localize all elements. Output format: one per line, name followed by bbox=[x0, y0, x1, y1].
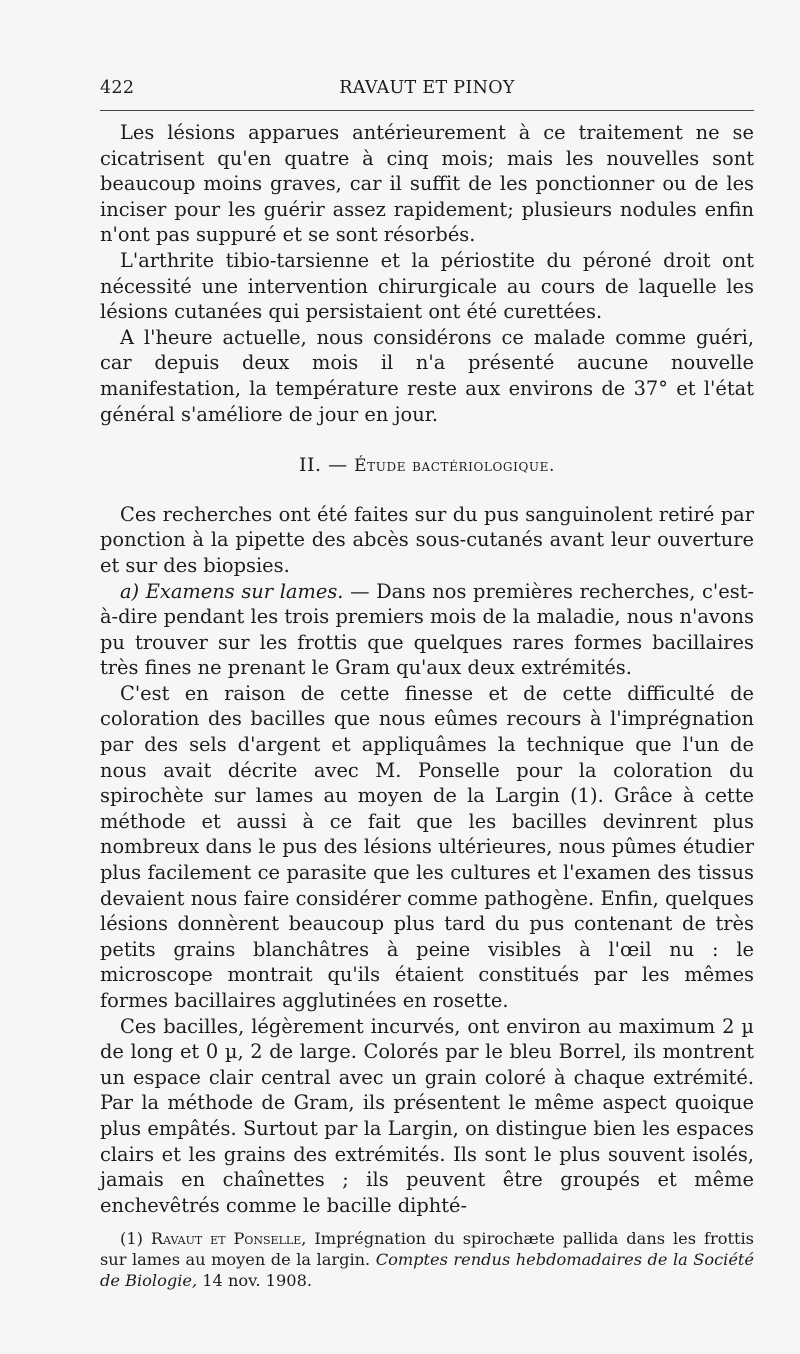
page-number: 422 bbox=[100, 78, 135, 98]
footnote-marker: (1) bbox=[120, 1229, 143, 1249]
paragraph-1: Les lésions apparues antérieurement à ce traitement ne se cicatrisent qu'en quatre à cinq mois; mais les nouvelles sont beaucoup moins graves, car il suffit de les ponctionner ou de les inciser pour les guérir assez rapidement; plusieurs nodules enfin n'ont pas suppuré et se sont résorbés. bbox=[100, 121, 754, 247]
paragraph-2: L'arthrite tibio-tarsienne et la périostite du péroné droit ont nécessité une intervention chirurgicale au cours de laquelle les lésions cutanées qui persistaient ont été curettées. bbox=[100, 248, 754, 324]
footnote-date: 14 nov. 1908. bbox=[197, 1271, 313, 1291]
subheading-examens: a) Examens sur lames. bbox=[120, 579, 344, 603]
footnote bbox=[100, 1228, 754, 1291]
paragraph-3: A l'heure actuelle, nous considérons ce malade comme guéri, car depuis deux mois il n'a présenté aucune nouvelle manifestation, la température reste aux environs de 37° et l'état général s'améliore de jour en jour. bbox=[100, 325, 754, 426]
page bbox=[100, 76, 754, 1291]
paragraph-6: C'est en raison de cette finesse et de cette difficulté de coloration des bacilles que nous eûmes recours à l'imprégnation par des sels d'argent et appliquâmes la technique que l'un de nous avait décrite avec M. Ponselle pour la coloration du spirochète sur lames au moyen de la Largin (1). Grâce à cette méthode et aussi à ce fait que les bacilles devinrent plus nombreux dans le pus des lésions ultérieures, nous pûmes étudier plus facilement ce parasite que les cultures et l'examen des tissus devaient nous faire considérer comme pathogène. Enfin, quelques lésions donnèrent beaucoup plus tard du pus contenant de très petits grains blanchâtres à peine visibles à l'œil nu : le microscope montrait qu'ils étaient constitués par les mêmes formes bacillaires agglutinées en rosette. bbox=[100, 681, 754, 1012]
section-heading bbox=[100, 453, 754, 480]
paragraph-7: Ces bacilles, légèrement incurvés, ont environ au maximum 2 µ de long et 0 µ, 2 de large. Colorés par le bleu Borrel, ils montrent un espace clair central avec un grain coloré à chaque extrémité. Par la méthode de Gram, ils présentent le même aspect quoique plus empâtés. Surtout par la Largin, on distingue bien les espaces clairs et les grains des extrémités. Ils sont le plus souvent isolés, jamais en chaînettes ; ils peuvent être groupés et même enchevêtrés comme le bacille diphté- bbox=[100, 1014, 754, 1217]
section-title: Étude bactériologique. bbox=[354, 456, 555, 477]
footnote-authors: Ravaut et Ponselle, bbox=[150, 1229, 307, 1249]
paragraph-4: Ces recherches ont été faites sur du pus sanguinolent retiré par ponction à la pipette des abcès sous-cutanés avant leur ouverture et sur des biopsies. bbox=[100, 502, 754, 577]
paragraph-5 bbox=[100, 579, 754, 681]
section-dash: — bbox=[328, 454, 348, 477]
footnote-text: Imprégnation du spirochæte pallida dans les frottis sur lames au moyen de la largin. bbox=[100, 1229, 754, 1270]
running-title: RAVAUT ET PINOY bbox=[339, 78, 515, 98]
running-head bbox=[100, 76, 754, 111]
footnote-journal: Comptes rendus hebdomadaires de la Société de Biologie, bbox=[100, 1250, 755, 1291]
paragraph-5-text: — Dans nos premières recherches, c'est-à-dire pendant les trois premiers mois de la maladie, nous n'avons pu trouver sur les frottis que quelques rares formes bacillaires très fines ne prenant le Gram qu'aux deux extrémités. bbox=[100, 579, 754, 680]
body-text bbox=[100, 120, 754, 1291]
section-number: II. bbox=[299, 454, 322, 477]
